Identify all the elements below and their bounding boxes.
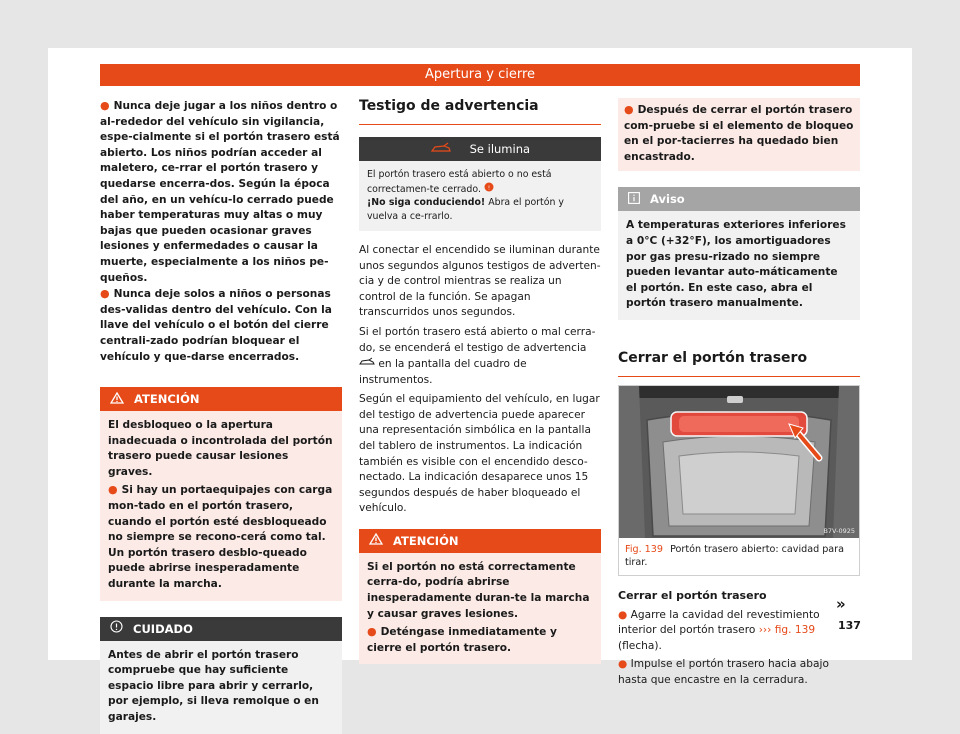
bullet-dot: ●	[367, 625, 377, 639]
svg-text:!: !	[487, 184, 491, 191]
atencion-bullet: ● Si hay un portaequipajes con carga mon-tado en el portón trasero, cuando el portón esté desbloqueado no siempre se recono-cerá como tal. Un portón trasero desblo-queado puede abrirse inesperadamente durante la marcha.	[108, 483, 333, 591]
column-3	[618, 98, 860, 689]
aviso-title: Aviso	[650, 192, 685, 207]
bullet-dot: ●	[100, 99, 110, 112]
indicator-header-label: Se ilumina	[469, 142, 531, 156]
bullet-dot: ●	[618, 608, 628, 621]
aviso-title-bar	[618, 187, 860, 211]
bullet-dot: ●	[618, 658, 628, 671]
cuidado-title-bar	[100, 617, 342, 641]
chapter-header: Apertura y cierre	[100, 64, 860, 86]
atencion-title-bar	[100, 387, 342, 411]
atencion-box	[100, 387, 342, 601]
info-square-icon	[628, 188, 640, 212]
figure-caption-text: Portón trasero abierto: cavidad para tirar.	[625, 543, 845, 568]
indicator-text-1: El portón trasero está abierto o no está correctamen-te cerrado.	[367, 169, 552, 195]
figure-caption	[619, 538, 859, 575]
warning-triangle-icon	[369, 529, 383, 553]
cuidado-text: Antes de abrir el portón trasero compruebe que hay suficiente espacio libre para abrir y cerrarlo, por ejemplo, si lleva remolque o en garajes.	[108, 648, 319, 723]
figure-139	[618, 385, 860, 576]
step-1: ● Agarre la cavidad del revestimiento interior del portón trasero ››› fig. 139 (flecha).	[618, 608, 820, 652]
indicator-text-2: Abra el portón y vuelva a ce-rrarlo.	[367, 197, 564, 222]
page-number: 137	[838, 619, 861, 632]
figure-label: Fig. 139	[625, 543, 663, 555]
indicator-bold: ¡No siga conduciendo!	[367, 197, 486, 208]
warning-bullet-2: ● Nunca deje solos a niños o personas des-validas dentro del vehículo. Con la llave del vehículo o el botón del cierre centrali-zado podrían bloquear el vehículo y que-darse encerrados.	[100, 287, 332, 363]
tailgate-check-bullet: ● Después de cerrar el portón trasero com-pruebe si el elemento de bloqueo en el por-tacierres ha quedado bien encastrado.	[624, 103, 854, 163]
figure-code: B7V-0925	[823, 526, 855, 535]
atencion-title-bar-2	[359, 529, 601, 553]
bullet-dot: ●	[100, 287, 110, 301]
subheading-cerrar: Cerrar el portón trasero	[618, 588, 767, 602]
atencion-intro: El desbloqueo o la apertura inadecuada o incontrolada del portón trasero puede causar lesiones graves.	[108, 419, 333, 478]
paragraph-1: Al conectar el encendido se iluminan durante unos segundos algunos testigos de adverten-cia y de control mientras se realiza un control de la función. Se apagan transcurridos unos segundos.	[359, 244, 601, 319]
atencion-title: ATENCIÓN	[134, 392, 200, 407]
info-circle-icon	[110, 617, 123, 641]
column-2	[359, 98, 601, 664]
warning-triangle-icon	[110, 388, 124, 412]
paragraph-3: Según el equipamiento del vehículo, en lugar del testigo de advertencia puede aparecer una representación simbólica en la pantalla del tablero de instrumentos. La indicación también es visible con el encendido desco-nectado. La indicación desaparece unos 15 segundos después de haber bloqueado el vehículo.	[359, 393, 600, 515]
open-tailgate-photo	[619, 386, 859, 538]
atencion-continuation-box	[618, 98, 860, 171]
warning-bullet-1: ● Nunca deje jugar a los niños dentro o al-rededor del vehículo sin vigilancia, espe-cialmente si el portón trasero está abierto. Los niños podrían acceder al maletero, ce-rrar el portón trasero y quedarse encerra-dos. Según la época del año, en un vehícu-lo cerrado puede haber temperaturas muy altas o muy bajas que pueden ocasionar graves lesiones y enfermedades o causar la muerte, especialmente a los niños pe-queños.	[100, 99, 340, 284]
continue-marker: »	[836, 595, 846, 613]
figure-reference-link[interactable]: ››› fig. 139	[758, 624, 816, 637]
open-tailgate-icon	[430, 138, 452, 162]
atencion-title-2: ATENCIÓN	[393, 533, 459, 548]
section-cerrar	[618, 350, 860, 377]
stop-warning-icon	[484, 182, 494, 197]
aviso-text: A temperaturas exteriores inferiores a 0°C (+32°F), los amortiguadores por gas presu-rizado no siempre pueden levantar auto-máticamente el portón. En este caso, abra el portón trasero manualmente.	[626, 219, 846, 310]
section-title-cerrar: Cerrar el portón trasero	[618, 349, 808, 366]
indicator-header	[359, 137, 601, 161]
atencion-intro-2: Si el portón no está correctamente cerra-do, podría abrirse inesperadamente duran-te la marcha y causar graves lesiones.	[367, 560, 590, 620]
bullet-dot: ●	[624, 103, 634, 116]
step-2: ● Impulse el portón trasero hacia abajo hasta que encastre en la cerradura.	[618, 658, 829, 686]
indicator-table	[359, 137, 601, 231]
paragraph-2: Si el portón trasero está abierto o mal cerra-do, se encenderá el testigo de advertencia en la pantalla del cuadro de instrumentos.	[359, 325, 596, 386]
aviso-box	[618, 187, 860, 320]
column-1	[100, 98, 342, 734]
tailgate-warning-light-icon	[359, 356, 375, 372]
atencion-box-2	[359, 529, 601, 665]
section-title-testigo: Testigo de advertencia	[359, 98, 539, 114]
cuidado-box	[100, 617, 342, 734]
section-divider	[359, 124, 601, 125]
figure-image	[619, 386, 859, 538]
atencion-bullet-2: ● Deténgase inmediatamente y cierre el portón trasero.	[367, 625, 557, 654]
section-divider	[618, 376, 860, 377]
cuidado-title: CUIDADO	[133, 621, 193, 636]
bullet-dot: ●	[108, 483, 118, 497]
